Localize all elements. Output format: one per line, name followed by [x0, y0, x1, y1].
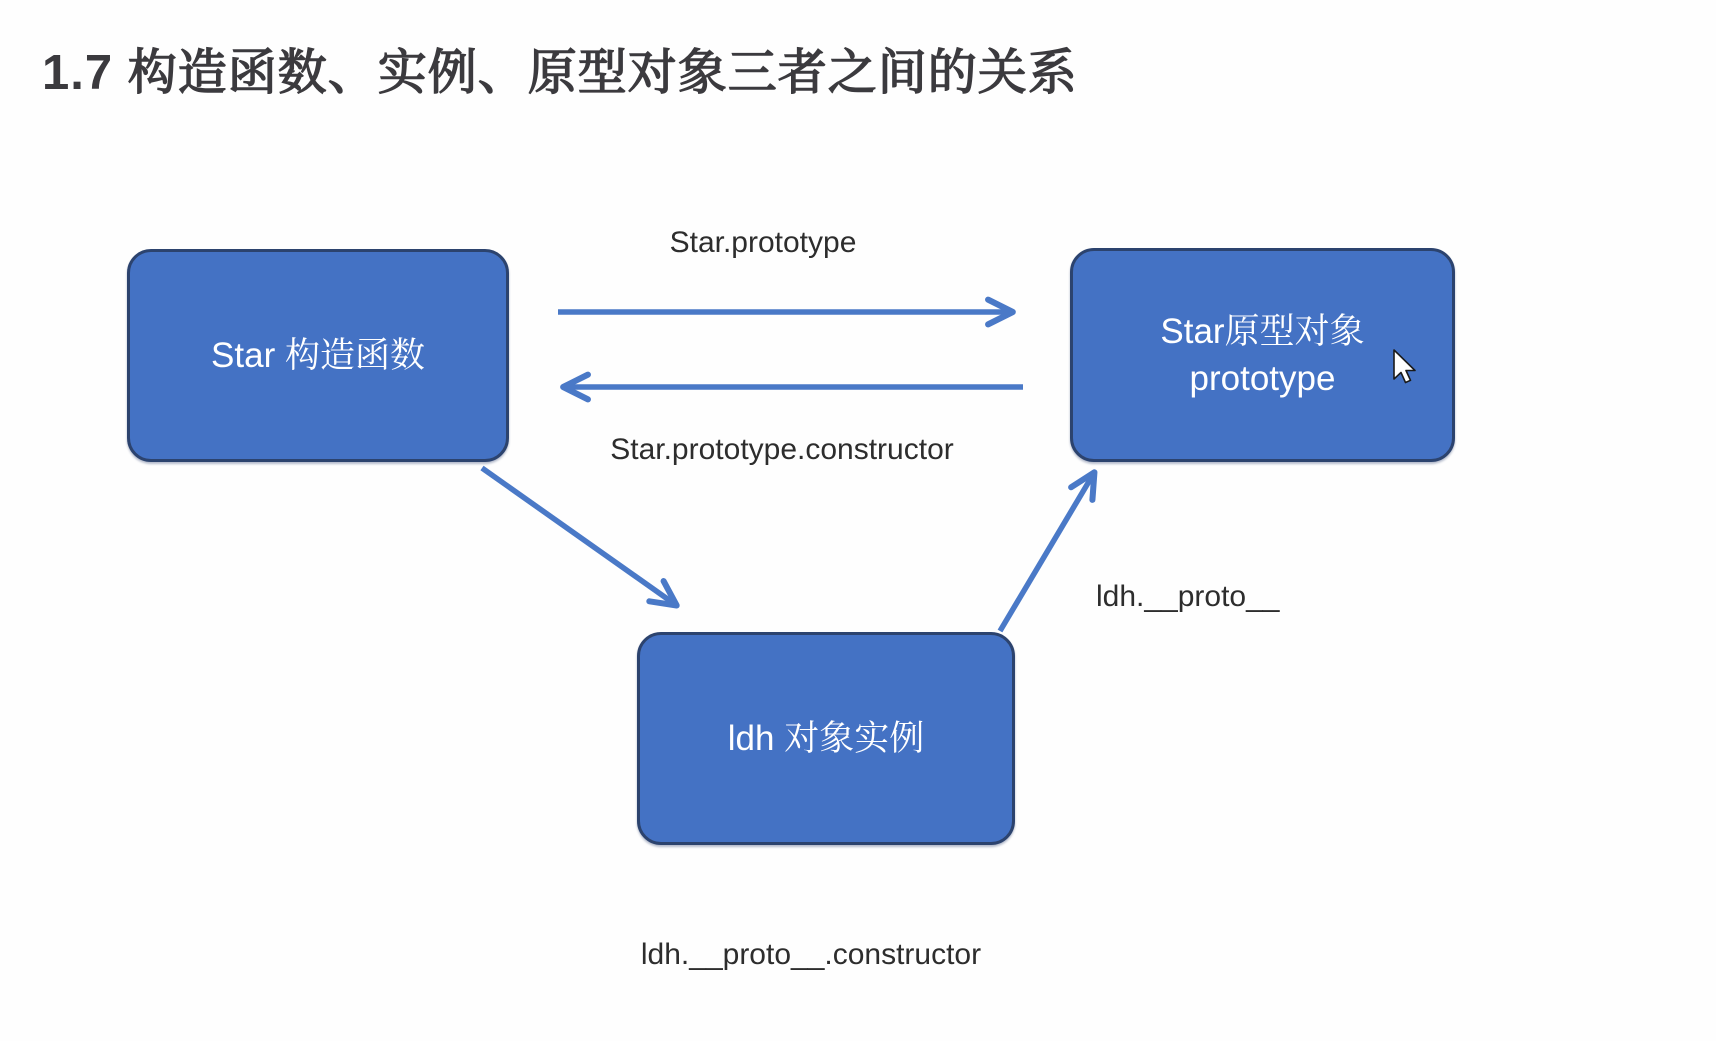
node-ldh-instance	[637, 632, 1015, 845]
node-ldh-instance-label: ldh 对象实例	[727, 718, 925, 758]
page-title: 1.7 构造函数、实例、原型对象三者之间的关系	[42, 46, 1078, 100]
node-star-constructor-label: Star 构造函数	[211, 335, 425, 375]
arrow-constructor-to-instance	[482, 468, 676, 605]
edge-label-star-prototype-constructor: Star.prototype.constructor	[610, 433, 954, 466]
node-star-prototype-object-label-line2: prototype	[1189, 359, 1336, 398]
node-star-prototype-object-label-line1: Star原型对象	[1160, 311, 1365, 351]
edge-label-ldh-proto-constructor: ldh.__proto__.constructor	[640, 938, 982, 971]
edge-label-star-prototype: Star.prototype	[669, 226, 857, 259]
edge-label-ldh-proto: ldh.__proto__	[1096, 580, 1280, 613]
node-star-prototype-object	[1070, 248, 1455, 462]
arrow-instance-to-prototype	[1000, 473, 1094, 631]
node-star-constructor	[127, 249, 509, 462]
